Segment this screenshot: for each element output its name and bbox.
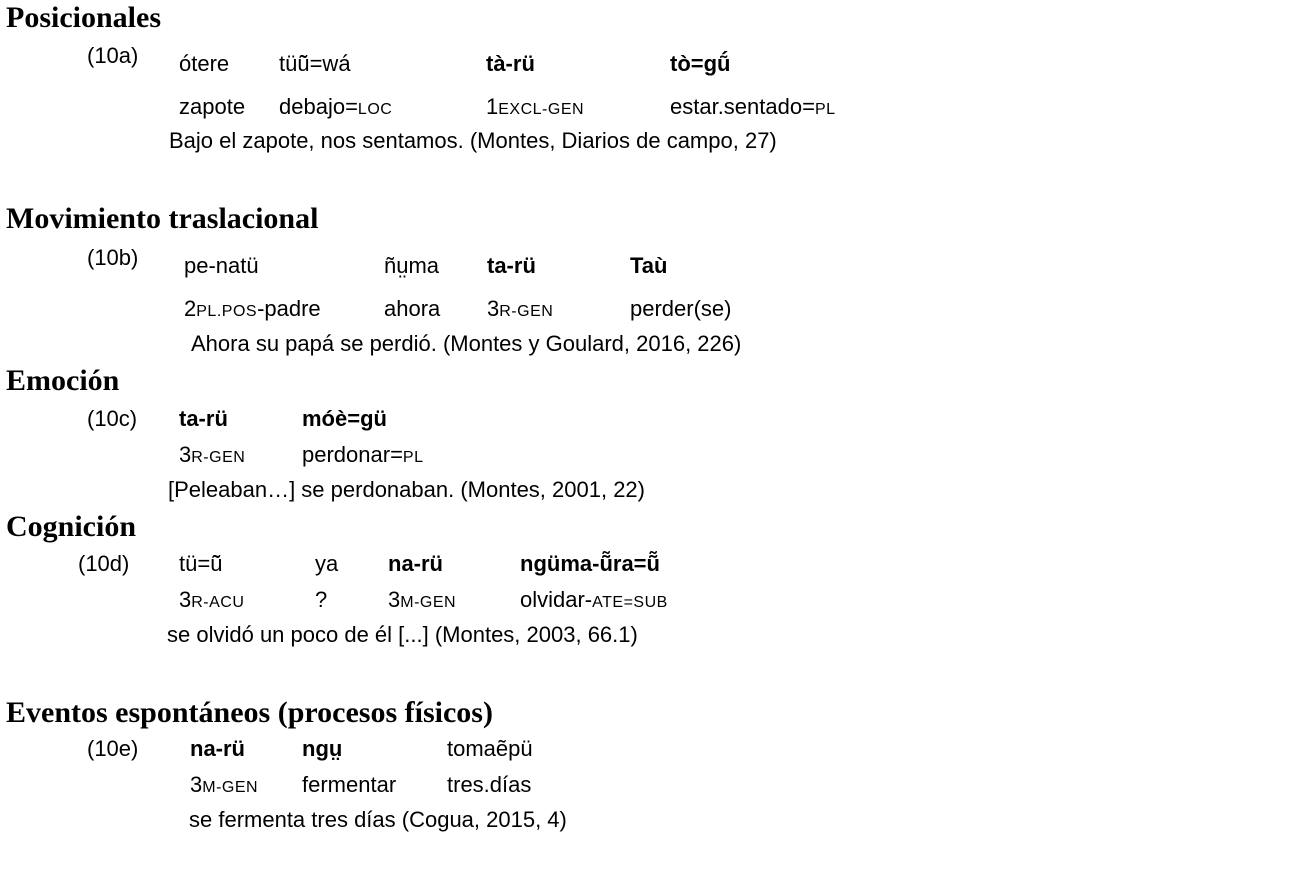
word-10a-3: tà-rü — [486, 51, 535, 76]
section-heading-cognicion: Cognición — [6, 510, 137, 543]
word-10b-4: Taù — [630, 253, 668, 278]
gloss-10e-1: 3M-GEN — [190, 772, 259, 797]
gloss-10d-1: 3R-ACU — [179, 587, 245, 612]
translation-10e: se fermenta tres días (Cogua, 2015, 4) — [189, 807, 567, 832]
translation-10c: [Peleaban…] se perdonaban. (Montes, 2001, 22) — [168, 477, 645, 502]
word-10b-2: ñṳma — [384, 253, 440, 278]
gloss-10e-2: fermentar — [302, 772, 397, 797]
gloss-10c-2: perdonar=PL — [302, 442, 424, 467]
word-10d-2: ya — [315, 551, 339, 576]
word-10e-2: ngṳ — [302, 736, 343, 761]
gloss-10d-3: 3M-GEN — [388, 587, 457, 612]
word-10d-3: na-rü — [388, 551, 443, 576]
word-10e-3: tomaẽpü — [447, 736, 533, 761]
section-heading-movimiento-traslacional: Movimiento traslacional — [6, 202, 319, 235]
word-10d-4: ngüma-ũ̃ra=ũ̃ — [520, 551, 660, 576]
gloss-10b-3: 3R-GEN — [487, 296, 554, 321]
word-10a-2: tüũ̃=wá — [279, 51, 351, 76]
gloss-10b-4: perder(se) — [630, 296, 732, 321]
translation-10d: se olvidó un poco de él [...] (Montes, 2003, 66.1) — [167, 622, 638, 647]
gloss-10a-2: debajo=LOC — [279, 94, 393, 119]
word-10a-4: tò=gṹ — [670, 51, 731, 76]
section-heading-posicionales: Posicionales — [6, 1, 161, 34]
word-10a-1: ótere — [179, 51, 230, 76]
gloss-10b-1: 2PL.POS-padre — [184, 296, 321, 321]
word-10b-3: ta-rü — [487, 253, 536, 278]
example-label-10a: (10a) — [87, 43, 139, 68]
example-label-10b: (10b) — [87, 245, 139, 270]
translation-10a: Bajo el zapote, nos sentamos. (Montes, Diarios de campo, 27) — [169, 128, 777, 153]
gloss-10c-1: 3R-GEN — [179, 442, 246, 467]
word-10d-1: tü=ũ̃ — [179, 551, 223, 576]
section-heading-eventos-espontaneos: Eventos espontáneos (procesos físicos) — [6, 696, 493, 729]
gloss-10a-1: zapote — [179, 94, 246, 119]
word-10b-1: pe-natü — [184, 253, 259, 278]
gloss-10a-4: estar.sentado=PL — [670, 94, 836, 119]
gloss-10d-4: olvidar-ATE=SUB — [520, 587, 668, 612]
gloss-10a-3: 1EXCL-GEN — [486, 94, 585, 119]
example-label-10c: (10c) — [87, 406, 138, 431]
example-label-10e: (10e) — [87, 736, 139, 761]
word-10c-2: móè=gü — [302, 406, 387, 431]
gloss-10d-2: ? — [315, 587, 328, 612]
gloss-10e-3: tres.días — [447, 772, 532, 797]
example-label-10d: (10d) — [78, 551, 130, 576]
translation-10b: Ahora su papá se perdió. (Montes y Goulard, 2016, 226) — [191, 331, 742, 356]
word-10e-1: na-rü — [190, 736, 245, 761]
section-heading-emocion: Emoción — [6, 364, 120, 397]
gloss-10b-2: ahora — [384, 296, 441, 321]
word-10c-1: ta-rü — [179, 406, 228, 431]
